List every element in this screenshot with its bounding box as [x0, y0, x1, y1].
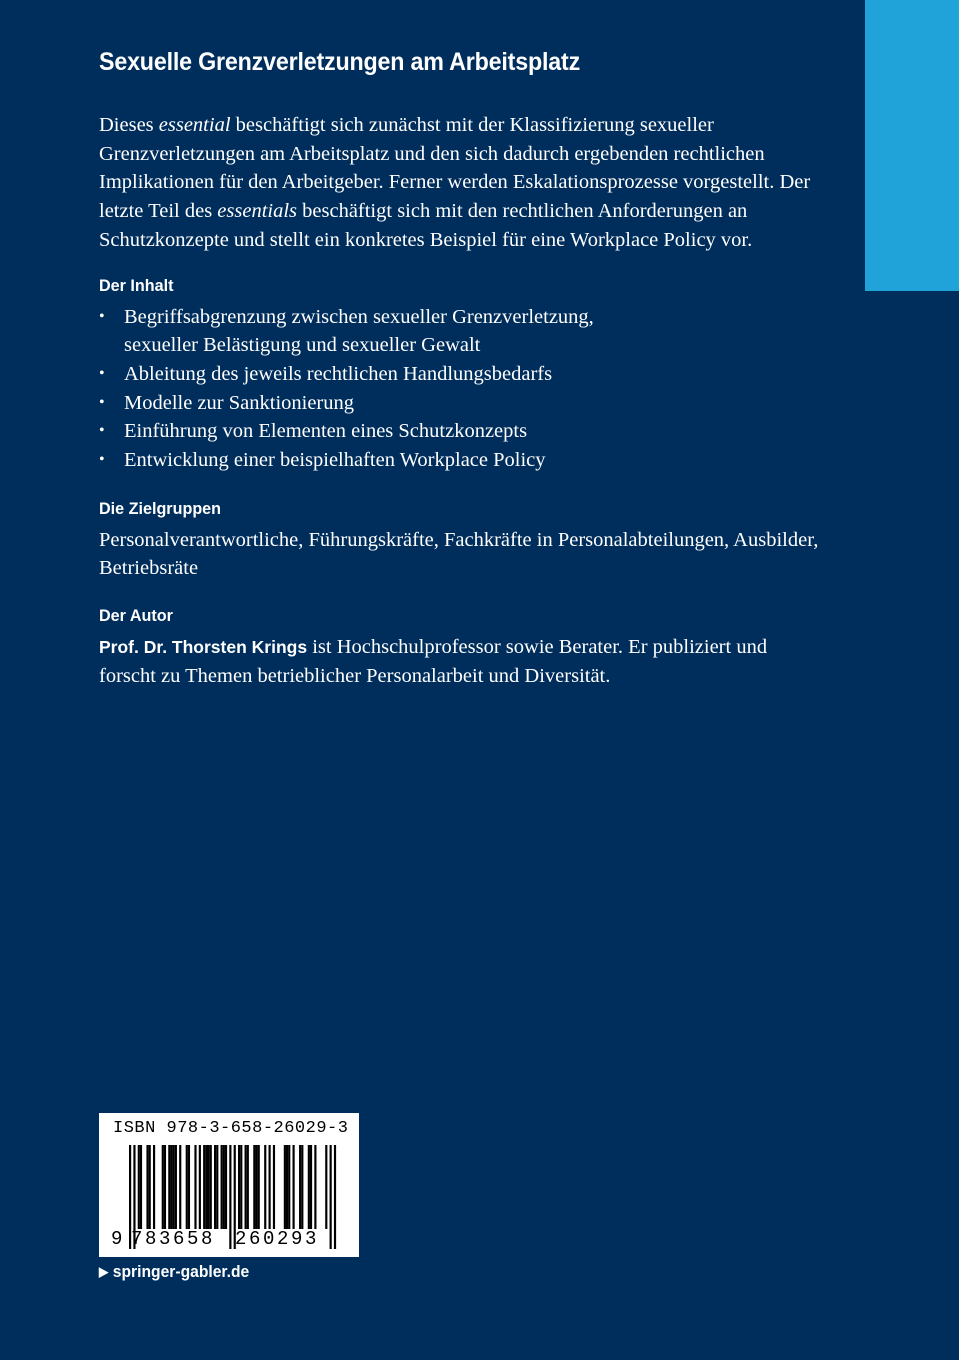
list-item-line: Entwicklung einer beispielhaften Workplace Policy — [124, 449, 546, 472]
barcode-bar — [203, 1145, 205, 1229]
intro-text-1: Dieses — [99, 114, 159, 136]
barcode-bar — [288, 1145, 290, 1229]
barcode-bar — [225, 1145, 227, 1229]
barcode-bar — [207, 1145, 209, 1229]
barcode-bar — [186, 1145, 188, 1229]
zielgruppen-text: Personalverantwortliche, Führungskräfte, Fachkräfte in Personalabteilungen, Ausbilder, Betriebsräte — [99, 528, 819, 580]
barcode-bar — [199, 1145, 201, 1229]
barcode-bar — [325, 1145, 327, 1229]
intro-text-3: beschäftigt sich mit den rechtlichen Anforderungen an Schutzkonzepte und stellt ein konkretes Beispiel für eine Workplace Policy vor. — [99, 200, 753, 251]
bullet-icon: • — [99, 422, 105, 440]
barcode-bar — [334, 1145, 336, 1249]
barcode-bar — [175, 1145, 177, 1229]
list-item — [99, 360, 819, 389]
barcode-bar — [149, 1145, 151, 1229]
barcode-bar — [205, 1145, 207, 1229]
barcode-bar — [247, 1145, 249, 1229]
arrow-right-icon: ▶ — [99, 1264, 109, 1279]
list-item — [99, 417, 819, 446]
barcode-bar — [273, 1145, 275, 1229]
bullet-icon: • — [99, 307, 105, 325]
barcode-bar — [229, 1145, 231, 1249]
barcode-digit-lead: 9 — [111, 1228, 123, 1250]
inhalt-heading: Der Inhalt — [99, 275, 174, 295]
barcode-digits-left: 783658 — [131, 1228, 216, 1250]
barcode-bar — [164, 1145, 166, 1229]
barcode-bar — [299, 1145, 301, 1229]
barcode-bar — [238, 1145, 240, 1229]
barcode-bar — [286, 1145, 288, 1229]
barcode-bar — [162, 1145, 164, 1229]
back-cover-content — [99, 42, 819, 691]
intro-paragraph — [99, 111, 819, 255]
barcode-bar — [138, 1145, 140, 1229]
barcode-bar — [255, 1145, 257, 1229]
barcode-bar — [179, 1145, 181, 1229]
barcode-bar — [146, 1145, 148, 1229]
book-title: Sexuelle Grenzverletzungen am Arbeitsplatz — [99, 48, 581, 76]
barcode-bar — [188, 1145, 190, 1229]
barcode-bar — [240, 1145, 242, 1229]
barcode-bar — [269, 1145, 271, 1229]
publisher-url: springer-gabler.de — [112, 1262, 250, 1281]
isbn-barcode — [99, 1113, 359, 1257]
barcode-bar — [210, 1145, 212, 1229]
barcode-bar — [264, 1145, 266, 1229]
bullet-icon: • — [99, 451, 105, 469]
barcode-bar — [194, 1145, 196, 1229]
zielgruppen-heading: Die Zielgruppen — [99, 498, 222, 518]
barcode-bar — [301, 1145, 303, 1229]
list-item-line: Begriffsabgrenzung zwischen sexueller Grenzverletzung, — [124, 305, 594, 328]
list-item — [99, 446, 819, 475]
inhalt-list — [99, 303, 819, 475]
barcode-bar — [314, 1145, 316, 1229]
barcode-bar — [253, 1145, 255, 1229]
barcode-bar — [330, 1145, 332, 1249]
barcode-bar — [153, 1145, 155, 1229]
barcode-bar — [310, 1145, 312, 1229]
accent-tab — [865, 0, 959, 291]
barcode-bar — [170, 1145, 172, 1229]
list-item-line: Ableitung des jeweils rechtlichen Handlungsbedarfs — [124, 362, 553, 385]
barcode-bar — [223, 1145, 225, 1229]
list-item-line: Einführung von Elementen eines Schutzkonzepts — [124, 420, 528, 443]
isbn-label: ISBN 978-3-658-26029-3 — [113, 1119, 349, 1138]
autor-heading: Der Autor — [99, 606, 173, 626]
barcode-bar — [221, 1145, 223, 1229]
list-item-line: sexueller Belästigung und sexueller Gewalt — [124, 334, 481, 357]
bullet-icon: • — [99, 393, 105, 411]
barcode-bar — [284, 1145, 286, 1229]
bullet-icon: • — [99, 364, 105, 382]
barcode-bar — [140, 1145, 142, 1229]
barcode-bar — [245, 1145, 247, 1229]
barcode-bar — [173, 1145, 175, 1229]
barcode-bar — [308, 1145, 310, 1229]
intro-emphasis-1: essential — [158, 114, 231, 136]
barcode-bar — [258, 1145, 260, 1229]
intro-emphasis-2: essentials — [217, 200, 298, 223]
autor-text: ist Hochschulprofessor sowie Berater. Er publiziert und forscht zu Themen betrieblicher Personalarbeit und Diversität. — [99, 636, 768, 687]
barcode-digits-right: 260293 — [235, 1228, 320, 1250]
barcode-bar — [216, 1145, 218, 1229]
author-name: Prof. Dr. Thorsten Krings — [99, 637, 308, 658]
list-item — [99, 303, 819, 360]
list-item — [99, 389, 819, 418]
barcode-bar — [168, 1145, 170, 1229]
barcode-bar — [293, 1145, 295, 1229]
autor-paragraph — [99, 633, 819, 690]
intro-text-2: beschäftigt sich zunächst mit der Klassifizierung sexueller Grenzverletzungen am Arbeitsplatz und den sich dadurch ergebenden rechtlichen Implikationen für den Arbeitgeber. Ferner werden Eskalationsprozesse vorgestellt. Der letzte Teil des — [99, 114, 811, 223]
barcode-bar — [214, 1145, 216, 1229]
list-item-line: Modelle zur Sanktionierung — [124, 391, 355, 414]
publisher-link[interactable] — [99, 1262, 249, 1282]
